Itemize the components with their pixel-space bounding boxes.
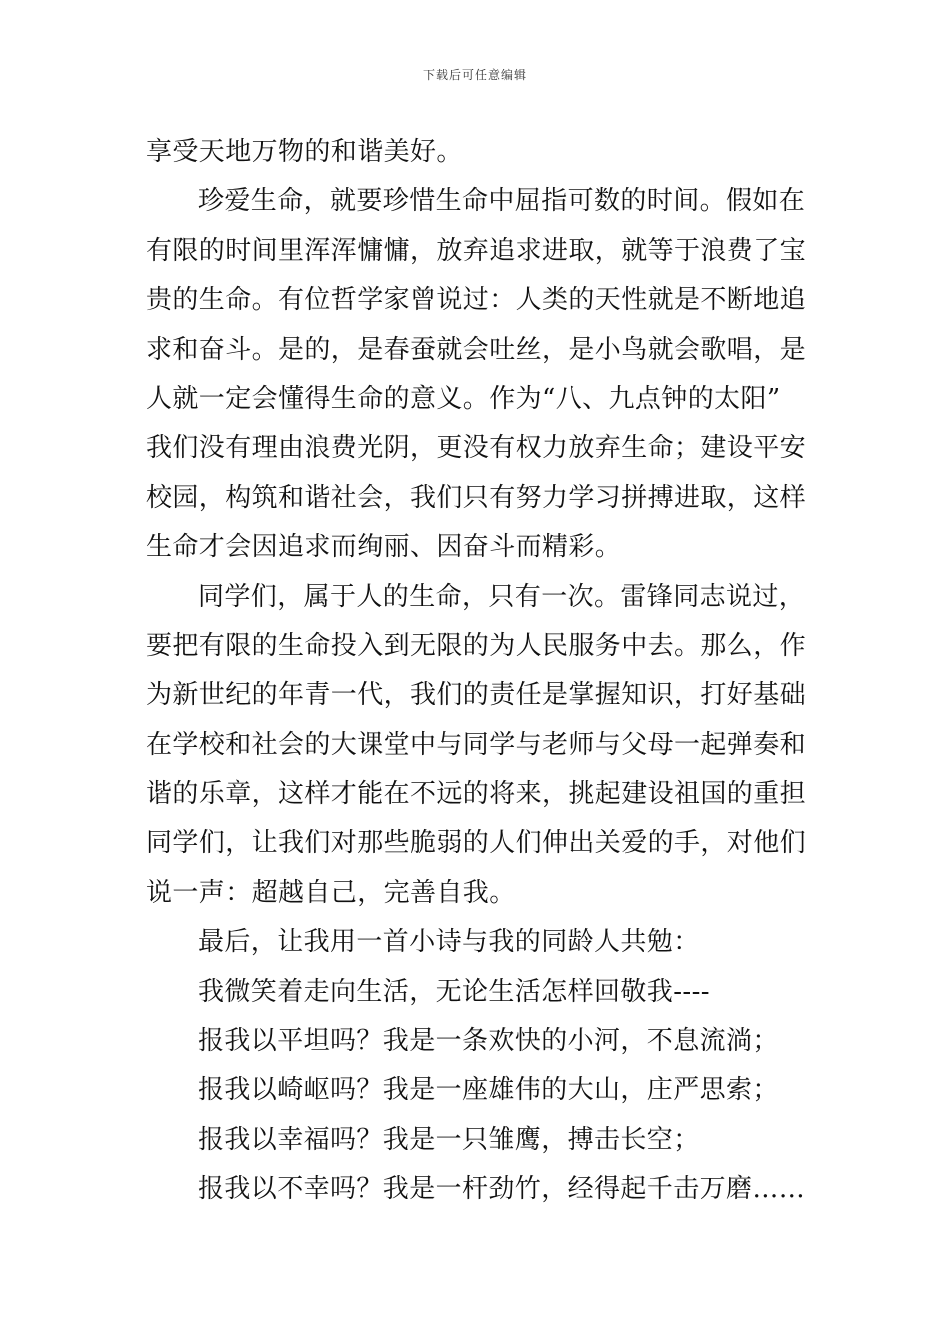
text-line: 有限的时间里浑浑慵慵，放弃追求进取，就等于浪费了宝 xyxy=(146,235,807,266)
text-line: 我微笑着走向生活，无论生活怎样回敬我---- xyxy=(198,976,710,1007)
text-line: 校园，构筑和谐社会，我们只有努力学习拼搏进取，这样 xyxy=(146,482,807,513)
text-line: 人就一定会懂得生命的意义。作为“八、九点钟的太阳” xyxy=(146,383,781,414)
text-line: 报我以不幸吗？我是一杆劲竹，经得起千击万磨…… xyxy=(198,1174,806,1205)
text-line: 生命才会因追求而绚丽、因奋斗而精彩。 xyxy=(146,532,622,563)
text-line: 同学们，属于人的生命，只有一次。雷锋同志说过， xyxy=(198,581,806,612)
text-line: 我们没有理由浪费光阴，更没有权力放弃生命；建设平安 xyxy=(146,433,807,464)
text-line: 贵的生命。有位哲学家曾说过：人类的天性就是不断地追 xyxy=(146,285,807,316)
text-line: 要把有限的生命投入到无限的为人民服务中去。那么，作 xyxy=(146,630,807,661)
text-line: 同学们，让我们对那些脆弱的人们伸出关爱的手，对他们 xyxy=(146,828,807,859)
text-line: 最后，让我用一首小诗与我的同龄人共勉： xyxy=(198,927,700,958)
text-line: 报我以平坦吗？我是一条欢快的小河，不息流淌； xyxy=(198,1026,779,1057)
document-body xyxy=(146,128,810,1215)
text-line: 谐的乐章，这样才能在不远的将来，挑起建设祖国的重担 xyxy=(146,779,807,810)
page-header: 下载后可任意编辑 xyxy=(422,68,527,82)
text-line: 珍爱生命，就要珍惜生命中屈指可数的时间。假如在 xyxy=(198,186,806,217)
text-line: 为新世纪的年青一代，我们的责任是掌握知识，打好基础 xyxy=(146,680,807,711)
text-line: 在学校和社会的大课堂中与同学与老师与父母一起弹奏和 xyxy=(146,729,807,760)
text-line: 报我以幸福吗？我是一只雏鹰，搏击长空； xyxy=(198,1124,700,1155)
text-line: 求和奋斗。是的，是春蚕就会吐丝，是小鸟就会歌唱，是 xyxy=(146,334,807,365)
text-line: 享受天地万物的和谐美好。 xyxy=(146,137,463,167)
text-line: 报我以崎岖吗？我是一座雄伟的大山，庄严思索； xyxy=(198,1075,779,1106)
text-line: 说一声：超越自己，完善自我。 xyxy=(146,877,516,908)
